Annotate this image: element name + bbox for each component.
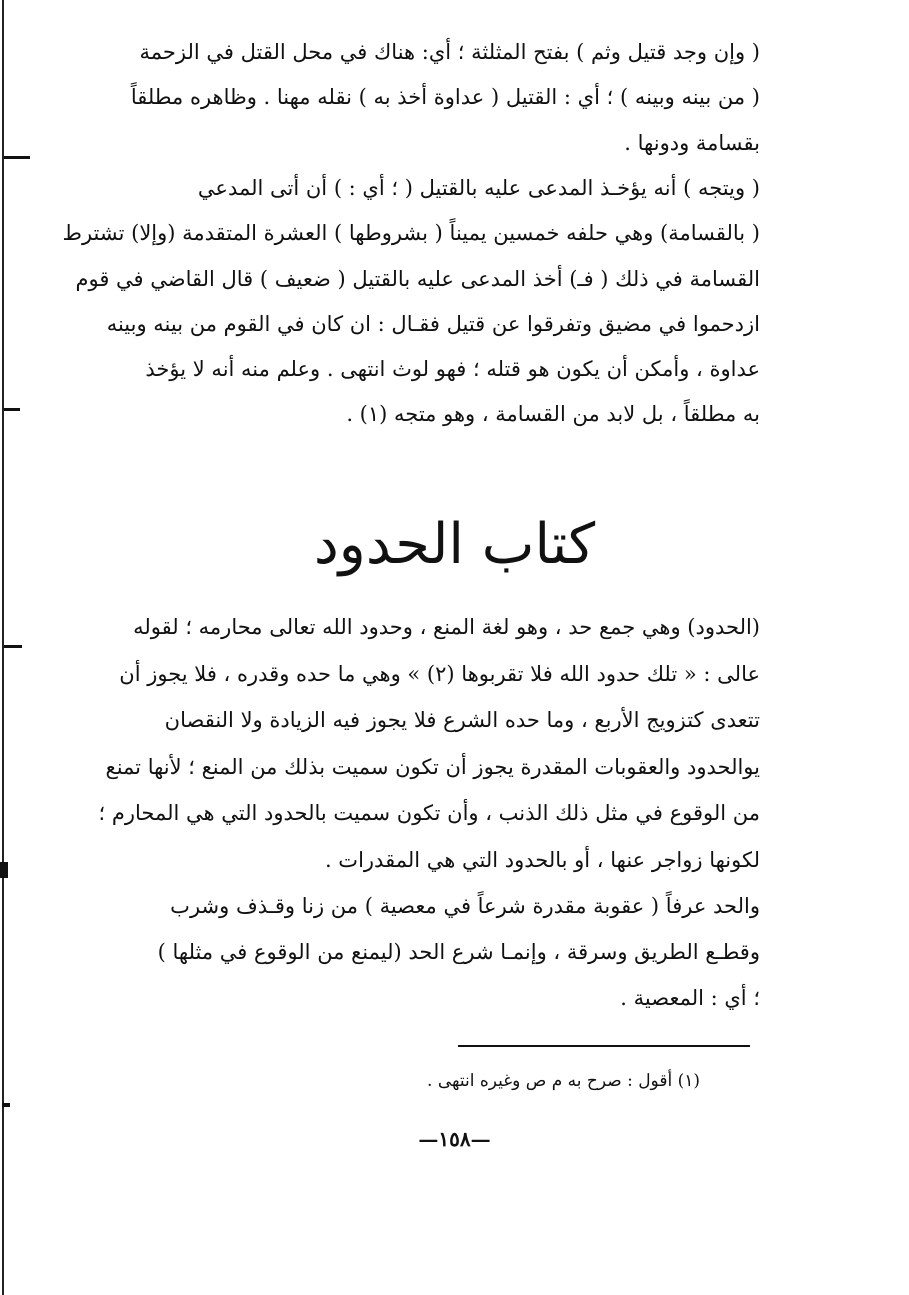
- text-line: ازدحموا في مضيق وتفرقوا عن قتيل فقـال : ان كان في القوم من بينه وبينه: [106, 311, 760, 336]
- chapter-title: كتاب الحدود: [313, 512, 596, 577]
- text-line: يوالحدود والعقوبات المقدرة يجوز أن تكون سميت بذلك من المنع ؛ لأنها تمنع: [105, 754, 760, 779]
- footnote-divider: [458, 1045, 750, 1047]
- text-line: ؛ أي : المعصية .: [620, 986, 760, 1010]
- text-line: بقسامة ودونها .: [624, 130, 760, 155]
- edge-mark: [4, 408, 20, 411]
- text-line: به مطلقاً ، بل لابد من القسامة ، وهو متجه (١) .: [346, 402, 760, 427]
- text-line: ( من بينه وبينه ) ؛ أي : القتيل ( عداوة أخذ به ) نقله مهنا . وظاهره مطلقاً: [130, 85, 760, 110]
- text-line: (الحدود) وهي جمع حد ، وهو لغة المنع ، وحدود الله تعالى محارمه ؛ لقوله: [133, 615, 760, 639]
- text-line: القسامة في ذلك ( فـ) أخذ المدعى عليه بالقتيل ( ضعيف ) قال القاضي في قوم: [75, 266, 760, 291]
- edge-mark: [4, 156, 30, 159]
- text-line: عداوة ، وأمكن أن يكون هو قتله ؛ فهو لوث انتهى . وعلم منه أنه لا يؤخذ: [145, 357, 760, 382]
- text-line: عالى : « تلك حدود الله فلا تقربوها (٢) » وهي ما حده وقدره ، فلا يجوز أن: [119, 661, 760, 686]
- paragraph-qasama-intro: [108, 30, 760, 166]
- text-line: ( بالقسامة) وهي حلفه خمسين يميناً ( بشروطها ) العشرة المتقدمة (وإلا) تشترط: [62, 221, 760, 246]
- edge-mark: [0, 862, 8, 878]
- paragraph-qasama-opinion: [62, 166, 760, 438]
- edge-mark: [4, 645, 22, 648]
- text-line: والحد عرفاً ( عقوبة مقدرة شرعاً في معصية ) من زنا وقـذف وشرب: [170, 894, 760, 918]
- text-line: من الوقوع في مثل ذلك الذنب ، وأن تكون سميت بالحدود التي هي المحارم ؛: [98, 801, 760, 825]
- text-line: ( ويتجه ) أنه يؤخـذ المدعى عليه بالقتيل ( ؛ أي : ) أن أتى المدعي: [197, 176, 760, 200]
- edge-mark: [2, 1103, 10, 1107]
- text-line: لكونها زواجر عنها ، أو بالحدود التي هي المقدرات .: [324, 847, 760, 872]
- text-line: تتعدى كتزويج الأربع ، وما حده الشرع فلا يجوز فيه الزيادة ولا النقصان: [164, 708, 760, 732]
- text-line: ( وإن وجد قتيل وثم ) بفتح المثلثة ؛ أي: هناك في محل القتل في الزحمة: [139, 40, 760, 64]
- footnote: (١) أقول : صرح به م ص وغيره انتهى .: [427, 1071, 700, 1091]
- text-line: وقطـع الطريق وسرقة ، وإنمـا شرع الحد (ليمنع من الوقوع في مثلها ): [157, 940, 760, 964]
- page-number: —١٥٨—: [418, 1127, 491, 1151]
- paragraph-hadd-custom: [108, 883, 760, 1021]
- paragraph-hudud-definition: [98, 604, 760, 883]
